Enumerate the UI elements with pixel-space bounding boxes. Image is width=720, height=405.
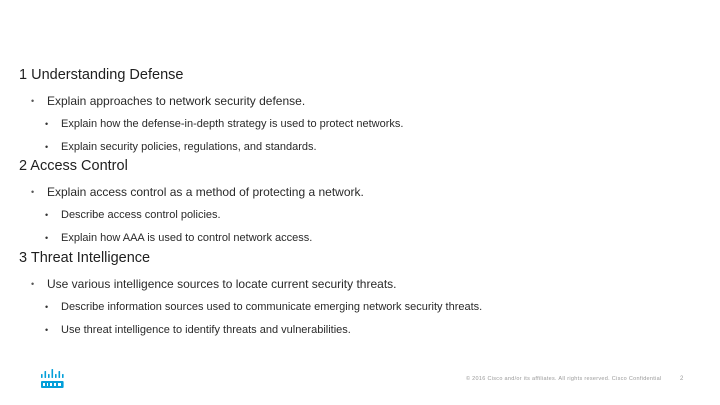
sub-item xyxy=(19,299,699,315)
bullet-icon: • xyxy=(45,325,49,335)
sub-item xyxy=(19,207,699,223)
bullet-icon: • xyxy=(31,187,35,197)
section-threat-intelligence xyxy=(19,249,699,338)
bullet-icon: • xyxy=(45,210,49,220)
sub-item-text: Use threat intelligence to identify threats and vulnerabilities. xyxy=(61,324,351,336)
sub-item xyxy=(19,139,699,155)
section-understanding-defense xyxy=(19,66,699,155)
objective-text: Use various intelligence sources to locate current security threats. xyxy=(47,277,397,291)
sub-item-text: Describe access control policies. xyxy=(61,209,221,221)
bullet-icon: • xyxy=(45,302,49,312)
objective-item xyxy=(19,184,699,200)
bullet-icon: • xyxy=(45,119,49,129)
sub-item-text: Explain how the defense-in-depth strategy is used to protect networks. xyxy=(61,118,404,130)
sub-item xyxy=(19,230,699,246)
objective-text: Explain access control as a method of protecting a network. xyxy=(47,185,364,199)
sub-item xyxy=(19,322,699,338)
objective-item xyxy=(19,93,699,109)
page-number: 2 xyxy=(680,376,684,382)
sub-item xyxy=(19,116,699,132)
bullet-icon: • xyxy=(45,142,49,152)
objective-text: Explain approaches to network security defense. xyxy=(47,94,306,108)
bullet-icon: • xyxy=(31,279,35,289)
section-title: 3 Threat Intelligence xyxy=(19,250,151,266)
sub-item-text: Describe information sources used to communicate emerging network security threats. xyxy=(61,301,483,313)
section-access-control xyxy=(19,157,699,246)
cisco-logo-icon xyxy=(40,368,68,390)
bullet-icon: • xyxy=(31,96,35,106)
sub-item-text: Explain security policies, regulations, and standards. xyxy=(61,141,317,153)
footer-copyright: © 2016 Cisco and/or its affiliates. All rights reserved. Cisco Confidential xyxy=(466,376,662,382)
section-title: 2 Access Control xyxy=(19,158,128,174)
objective-item xyxy=(19,276,699,292)
sub-item-text: Explain how AAA is used to control network access. xyxy=(61,232,313,244)
bullet-icon: • xyxy=(45,233,49,243)
section-title: 1 Understanding Defense xyxy=(19,67,184,83)
